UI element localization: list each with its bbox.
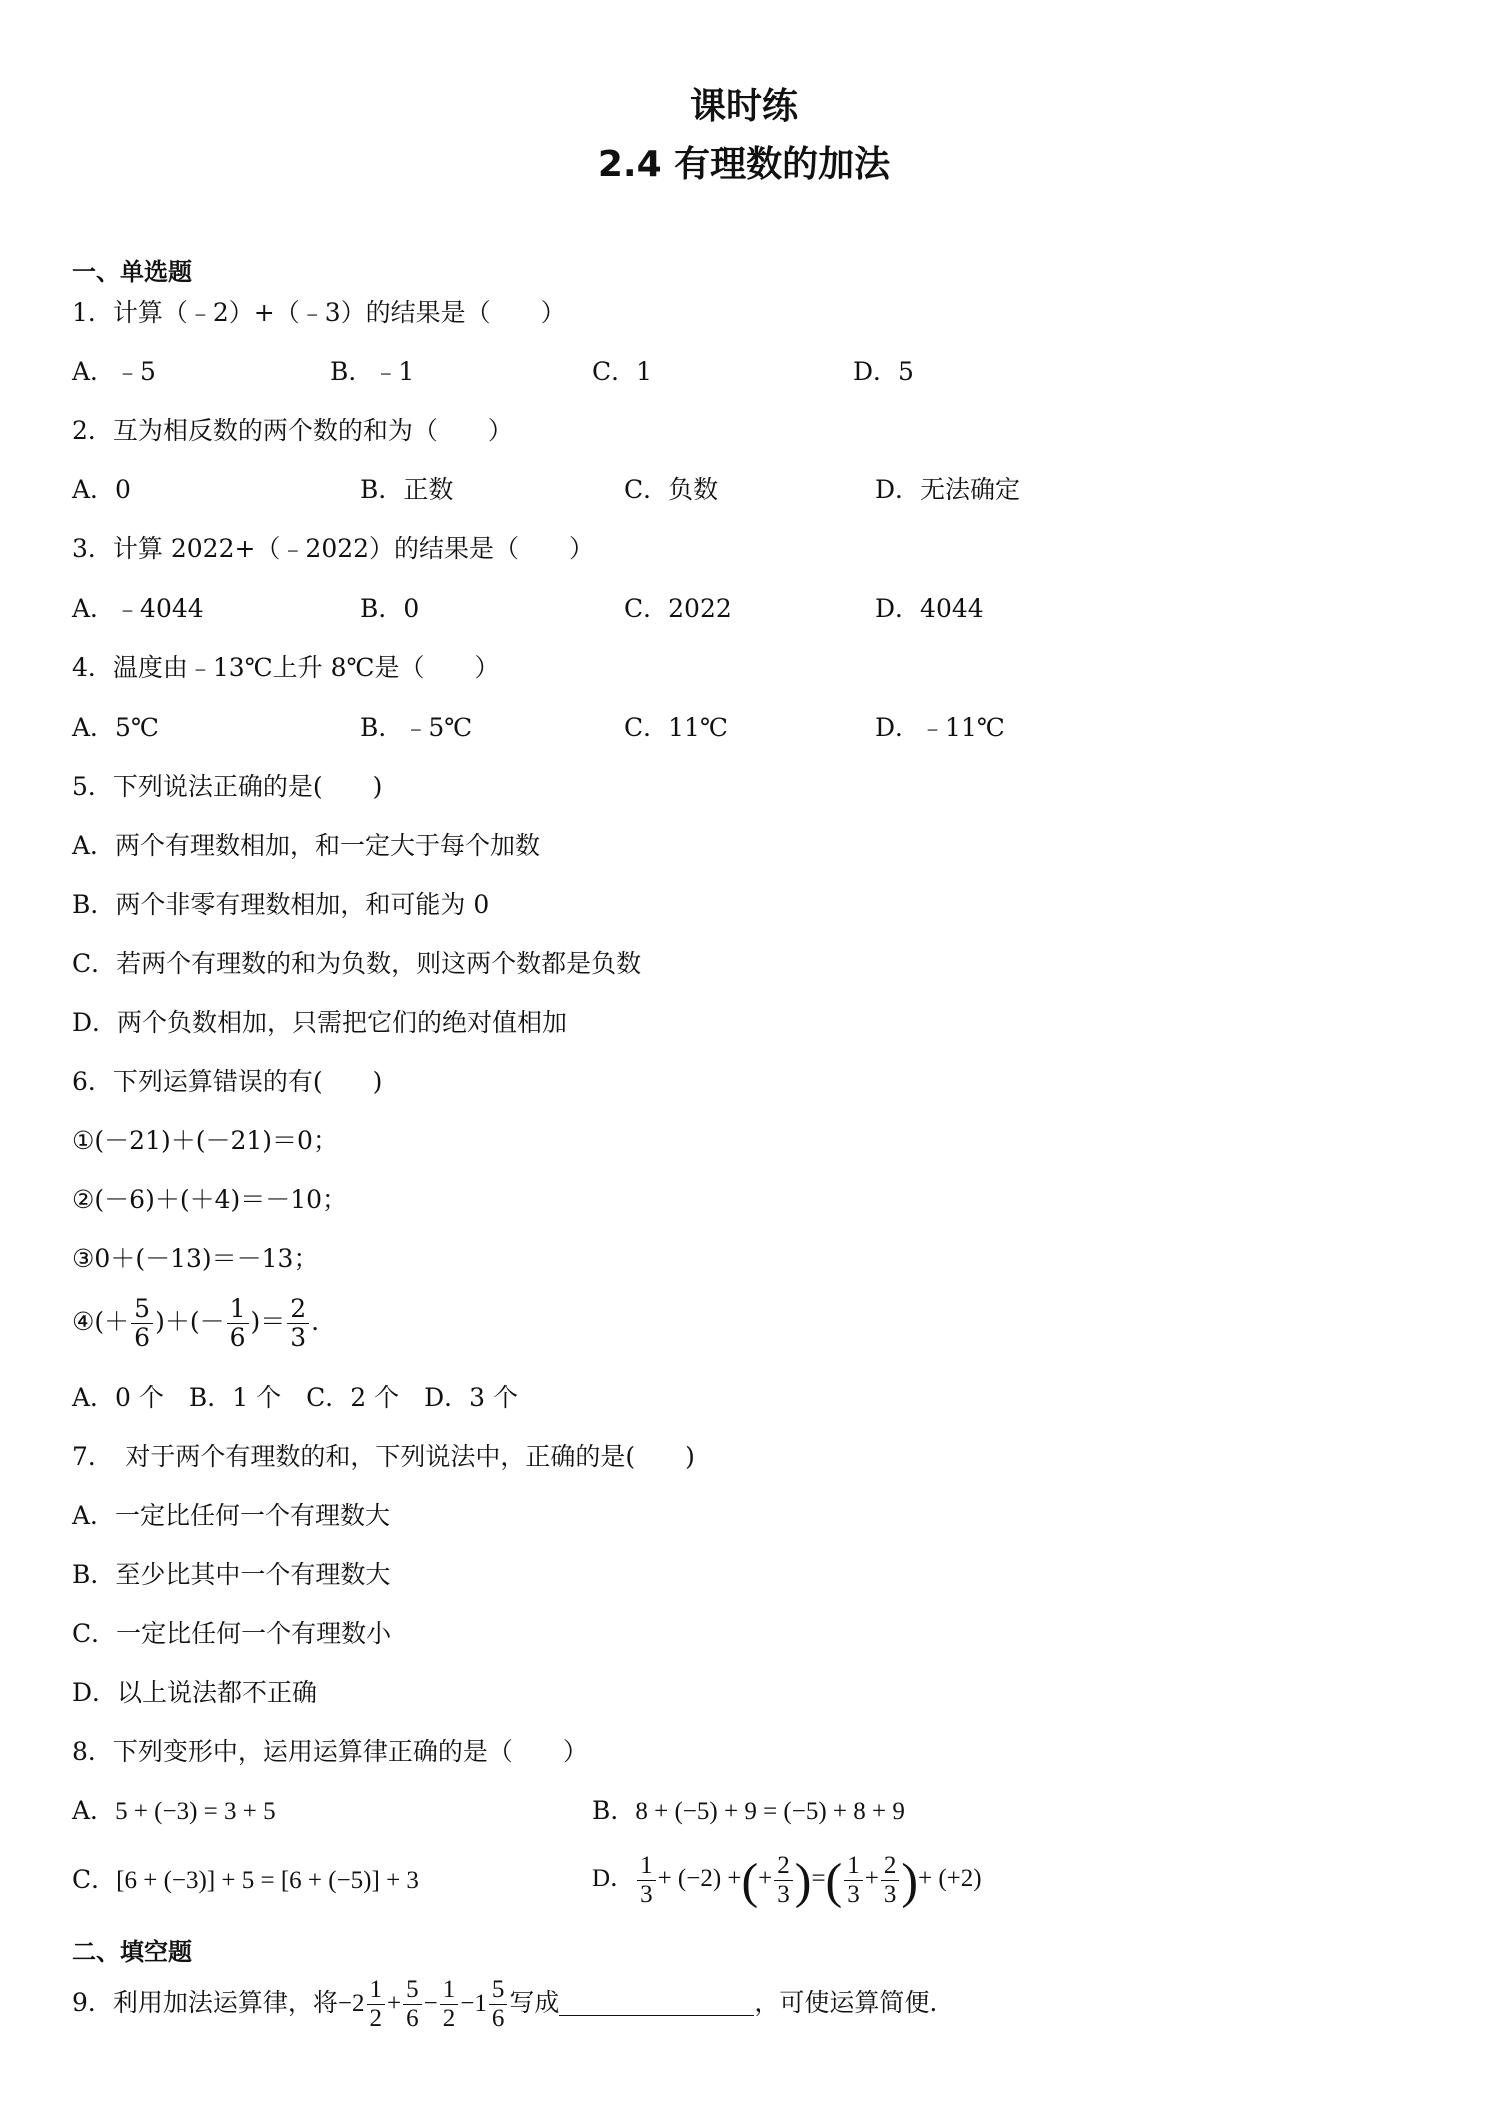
numerator: 5 <box>403 1976 422 2005</box>
option-a <box>72 1796 276 1827</box>
fraction <box>774 1852 793 1909</box>
question-stem: 2．互为相反数的两个数的和为（ ） <box>72 416 513 445</box>
expr-part: )＝ <box>250 1307 286 1336</box>
option-c <box>72 1865 419 1896</box>
denominator: 6 <box>134 1323 151 1352</box>
question-stem: 7． 对于两个有理数的和，下列说法中，正确的是( ) <box>72 1442 695 1471</box>
numerator: 1 <box>844 1852 863 1881</box>
option-c: C．一定比任何一个有理数小 <box>72 1619 392 1648</box>
denominator: 6 <box>406 2005 419 2032</box>
list-item: ②(－6)＋(＋4)＝－10； <box>72 1185 348 1214</box>
expr-part: −1 <box>460 1990 487 2017</box>
fraction <box>844 1852 863 1909</box>
denominator: 6 <box>491 2005 505 2032</box>
question-stem: 1．计算（﹣2）+（﹣3）的结果是（ ） <box>72 298 566 327</box>
option-c: C．负数 <box>624 475 719 504</box>
fraction <box>403 1976 422 2033</box>
option-b: B．﹣5℃ <box>360 713 473 742</box>
numerator: 2 <box>774 1852 793 1881</box>
fraction <box>881 1852 900 1909</box>
expr-part: )＋(－ <box>155 1307 225 1336</box>
list-item: ①(－21)＋(－21)＝0； <box>72 1126 338 1155</box>
option-b: B．两个非零有理数相加，和可能为 0 <box>72 890 490 919</box>
expr-part: ④(＋ <box>72 1307 130 1336</box>
denominator: 6 <box>229 1323 246 1352</box>
fraction <box>637 1852 656 1909</box>
left-paren: ( <box>825 1852 843 1909</box>
question-stem: 6．下列运算错误的有( ) <box>72 1067 383 1096</box>
page-subtitle: 2.4 有理数的加法 <box>597 144 891 185</box>
denominator: 3 <box>290 1323 307 1352</box>
option-a: A．5℃ <box>72 713 159 742</box>
option-d: D．﹣11℃ <box>875 713 1005 742</box>
fraction <box>367 1976 386 2033</box>
numerator: 1 <box>637 1852 656 1881</box>
option-a: A．两个有理数相加，和一定大于每个加数 <box>72 831 541 860</box>
option-expression: [6 + (−3)] + 5 = [6 + (−5)] + 3 <box>116 1867 419 1894</box>
expr-part: . <box>311 1307 320 1336</box>
option-d <box>592 1843 982 1915</box>
list-item: ③0＋(－13)＝－13； <box>72 1244 319 1273</box>
numerator: 1 <box>367 1976 386 2005</box>
expr-part: 写成 <box>509 1988 560 2017</box>
option-d: D．以上说法都不正确 <box>72 1678 318 1707</box>
option-label: A． <box>72 1796 116 1825</box>
question-stem: 8．下列变形中，运用运算律正确的是（ ） <box>72 1737 588 1766</box>
option-b <box>592 1796 905 1827</box>
expr-part: + (−2) + <box>657 1865 742 1892</box>
question-stem <box>72 1968 937 2039</box>
option-d: D．5 <box>853 357 914 386</box>
option-a: A．﹣4044 <box>72 594 204 623</box>
denominator: 2 <box>442 2005 456 2032</box>
expr-part: −2 <box>337 1990 365 2017</box>
numerator: 1 <box>227 1295 249 1324</box>
question-stem: 3．计算 2022+（﹣2022）的结果是（ ） <box>72 534 595 563</box>
option-b: B．至少比其中一个有理数大 <box>72 1560 391 1589</box>
expr-part: = <box>811 1865 826 1892</box>
fraction <box>131 1295 153 1352</box>
option-a: A．0 <box>72 475 131 504</box>
option-label: B． <box>592 1796 636 1825</box>
option-d: D．无法确定 <box>875 475 1021 504</box>
denominator: 3 <box>777 1880 790 1908</box>
fraction <box>489 1976 508 2033</box>
fraction <box>227 1295 249 1352</box>
numerator: 1 <box>440 1976 459 2005</box>
question-stem: 4．温度由﹣13℃上升 8℃是（ ） <box>72 653 500 682</box>
option-expression: 8 + (−5) + 9 = (−5) + 8 + 9 <box>635 1798 905 1825</box>
option-d: D．两个负数相加，只需把它们的绝对值相加 <box>72 1008 568 1037</box>
numerator: 5 <box>489 1976 508 2005</box>
numerator: 2 <box>287 1295 309 1324</box>
option-expression: 5 + (−3) = 3 + 5 <box>115 1798 276 1825</box>
numerator: 2 <box>881 1852 900 1881</box>
numerator: 5 <box>131 1295 153 1324</box>
option-c: C．若两个有理数的和为负数，则这两个数都是负数 <box>72 949 642 978</box>
expr-part: ，可使运算简便. <box>754 1988 938 2017</box>
list-item-fraction <box>72 1292 319 1352</box>
denominator: 3 <box>847 1880 860 1908</box>
question-stem: 5．下列说法正确的是( ) <box>72 772 383 801</box>
options-row: A．0 个 B．1 个 C．2 个 D．3 个 <box>72 1383 519 1412</box>
option-c: C．1 <box>592 357 653 386</box>
expr-part: + (+2) <box>917 1865 982 1892</box>
denominator: 3 <box>640 1880 653 1908</box>
right-paren: ) <box>901 1852 918 1909</box>
expr-part: − <box>423 1990 438 2017</box>
option-b: B．﹣1 <box>330 357 415 386</box>
section-heading: 一、单选题 <box>72 258 192 286</box>
left-paren: ( <box>741 1852 759 1909</box>
expr-part: + <box>864 1865 879 1892</box>
page-title: 课时练 <box>689 86 798 127</box>
option-c: C．11℃ <box>624 713 728 742</box>
option-b: B．正数 <box>360 475 454 504</box>
fraction <box>287 1295 309 1352</box>
answer-blank[interactable] <box>559 1993 754 2016</box>
expr-part: 9．利用加法运算律，将 <box>72 1988 338 2017</box>
expr-part: + <box>387 1990 402 2017</box>
option-d: D．4044 <box>875 594 984 623</box>
option-a: A．﹣5 <box>72 357 156 386</box>
denominator: 2 <box>369 2005 383 2032</box>
section-heading: 二、填空题 <box>72 1938 192 1966</box>
option-b: B．0 <box>360 594 420 623</box>
option-a: A．一定比任何一个有理数大 <box>72 1501 391 1530</box>
option-c: C．2022 <box>624 594 732 623</box>
right-paren: ) <box>794 1852 812 1909</box>
denominator: 3 <box>883 1880 897 1908</box>
expr-part: + <box>758 1865 773 1892</box>
fraction <box>440 1976 459 2033</box>
option-label: D． <box>592 1865 636 1892</box>
option-label: C． <box>72 1865 117 1894</box>
